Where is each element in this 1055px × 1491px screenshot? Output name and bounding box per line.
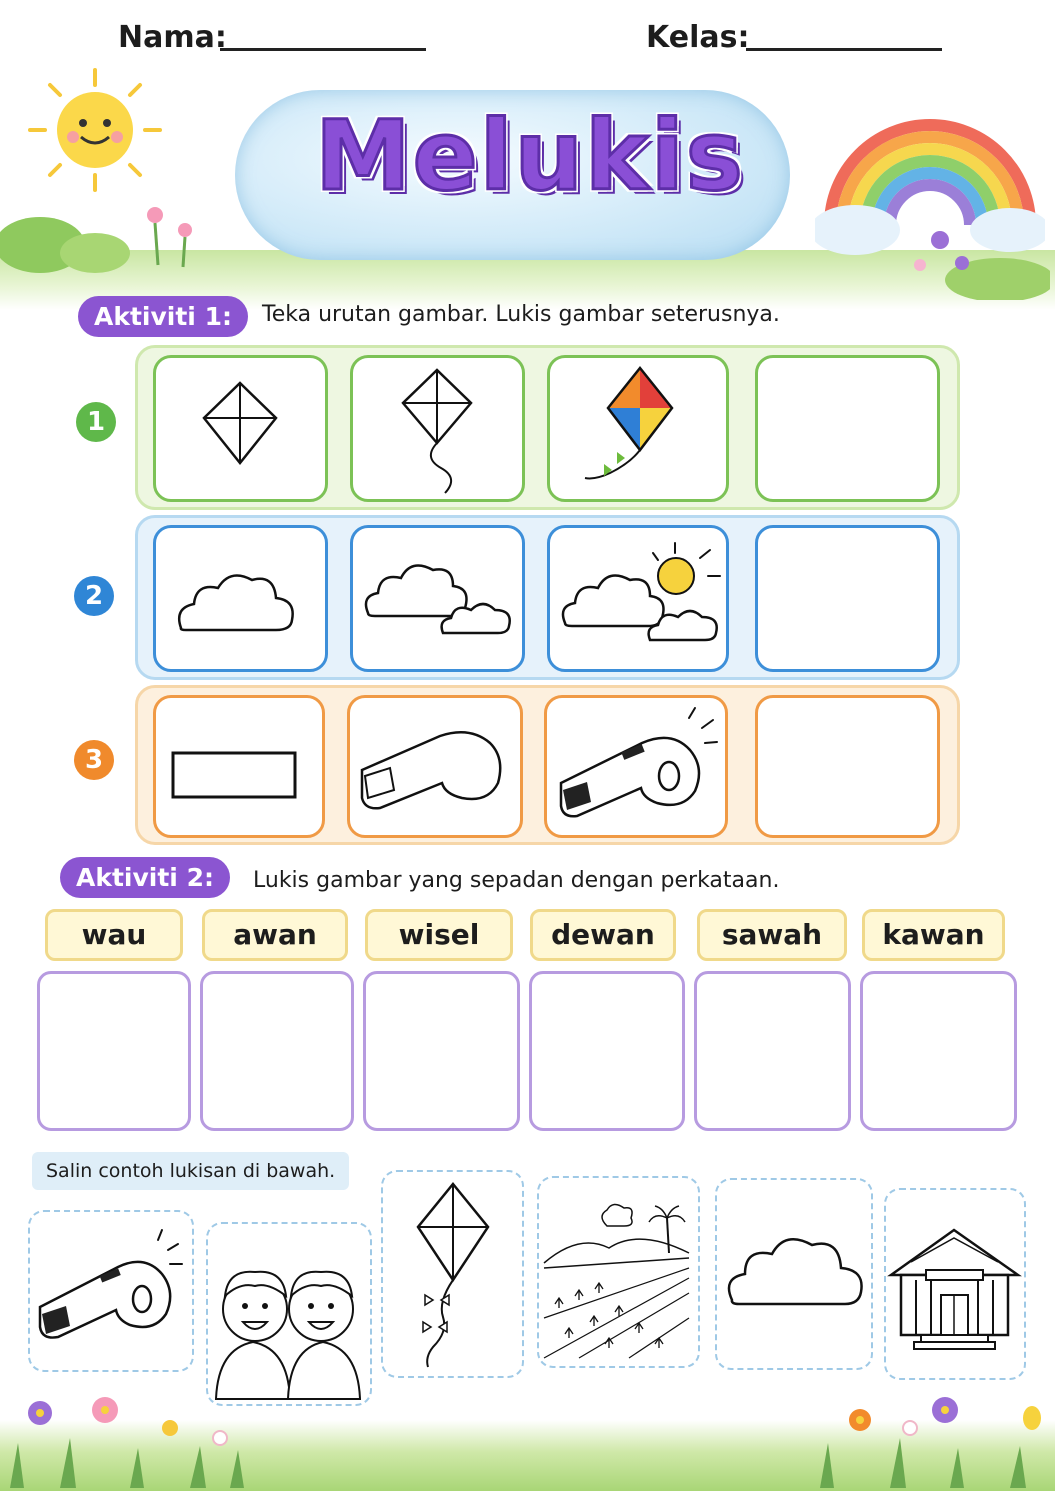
drawing-box-awan[interactable] — [200, 971, 354, 1131]
answer-box-3[interactable] — [755, 695, 940, 838]
kite-icon — [383, 1172, 521, 1375]
row-number-3: 3 — [74, 740, 114, 780]
word-label-awan: awan — [202, 909, 348, 961]
kite-colored-icon — [550, 358, 726, 499]
example-card-cloud — [715, 1178, 873, 1370]
flowers-right-icon — [900, 225, 1050, 300]
class-label: Kelas: — [646, 20, 750, 55]
clouds-sun-icon — [550, 528, 726, 669]
sun-icon — [15, 65, 175, 195]
activity1-instruction: Teka urutan gambar. Lukis gambar seterusnya. — [262, 302, 780, 327]
two-clouds-icon — [353, 528, 522, 669]
rectangle-icon — [156, 698, 322, 835]
hall-icon — [886, 1190, 1023, 1377]
sequence-cell — [547, 525, 729, 672]
example-card-hall — [884, 1188, 1026, 1380]
bush-flowers-left-icon — [0, 195, 230, 275]
paddy-field-icon — [539, 1178, 697, 1365]
name-field[interactable] — [220, 48, 426, 51]
sequence-cell — [153, 355, 328, 502]
drawing-box-wisel[interactable] — [363, 971, 520, 1131]
flowers-bottom-left-icon — [0, 1388, 260, 1488]
cloud-icon — [717, 1180, 870, 1367]
word-label-dewan: dewan — [530, 909, 676, 961]
name-label: Nama: — [118, 20, 227, 55]
drawing-box-kawan[interactable] — [860, 971, 1017, 1131]
activity2-instruction: Lukis gambar yang sepadan dengan perkataan. — [253, 868, 780, 893]
example-card-friends — [206, 1222, 372, 1406]
activity1-label: Aktiviti 1: — [78, 296, 248, 337]
whistle-detailed-icon — [547, 698, 725, 835]
word-label-kawan: kawan — [862, 909, 1005, 961]
sequence-cell — [153, 525, 328, 672]
flowers-bottom-right-icon — [800, 1388, 1055, 1488]
sequence-cell — [347, 695, 523, 838]
word-label-wisel: wisel — [365, 909, 513, 961]
friends-icon — [208, 1224, 369, 1403]
row-number-1: 1 — [76, 402, 116, 442]
row-number-2: 2 — [74, 576, 114, 616]
sequence-cell — [544, 695, 728, 838]
activity2-label: Aktiviti 2: — [60, 857, 230, 898]
word-label-wau: wau — [45, 909, 183, 961]
whistle-outline-icon — [350, 698, 520, 835]
cloud-icon — [156, 528, 325, 669]
example-card-paddy-field — [537, 1176, 700, 1368]
copy-instruction: Salin contoh lukisan di bawah. — [32, 1152, 349, 1190]
sequence-cell — [547, 355, 729, 502]
drawing-box-sawah[interactable] — [694, 971, 851, 1131]
sequence-cell — [350, 355, 525, 502]
sequence-cell — [153, 695, 325, 838]
sequence-cell — [350, 525, 525, 672]
drawing-box-wau[interactable] — [37, 971, 191, 1131]
drawing-box-dewan[interactable] — [529, 971, 685, 1131]
kite-string-icon — [353, 358, 522, 499]
page-title: Melukis — [315, 100, 745, 212]
whistle-icon — [30, 1212, 191, 1369]
example-card-kite — [381, 1170, 524, 1378]
answer-box-2[interactable] — [755, 525, 940, 672]
answer-box-1[interactable] — [755, 355, 940, 502]
word-label-sawah: sawah — [697, 909, 847, 961]
class-field[interactable] — [746, 48, 942, 51]
example-card-whistle — [28, 1210, 194, 1372]
kite-plain-icon — [156, 358, 325, 499]
